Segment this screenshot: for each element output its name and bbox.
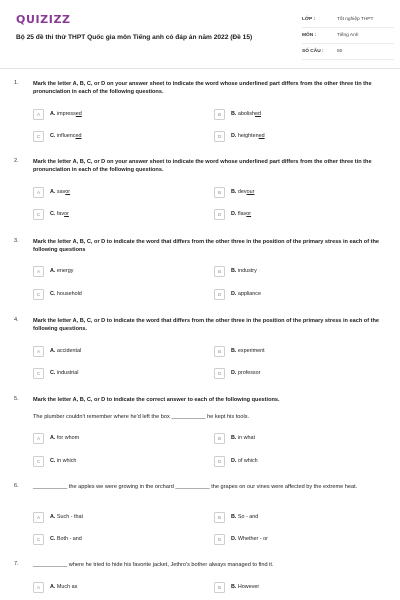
option-word: industry [237, 268, 257, 274]
option-letter: C. [50, 291, 56, 297]
option-a[interactable] [33, 433, 198, 445]
underlined-part: ed [75, 133, 82, 139]
option-b[interactable] [214, 187, 379, 199]
option-d[interactable] [214, 209, 379, 221]
question-number: 7. [14, 561, 19, 567]
meta-label: LỚP : [302, 17, 316, 22]
option-c[interactable] [33, 368, 198, 380]
option-b[interactable] [214, 266, 379, 278]
option-letter: B. [231, 514, 237, 520]
underlined-part: or [246, 211, 252, 217]
question-number: 4. [14, 317, 19, 323]
option-letter: A. [50, 435, 56, 441]
option-text [231, 111, 261, 117]
option-letter: B. [231, 584, 237, 590]
option-a[interactable] [33, 266, 198, 278]
option-letter: A. [50, 268, 56, 274]
option-text [231, 435, 255, 441]
option-letter: C. [50, 370, 56, 376]
question-number: 2. [14, 158, 19, 164]
meta-class [302, 12, 394, 28]
question-prompt: ___________ the apples we were growing in the orchard ___________ the grapes on our vines were affected by the extreme heat. [33, 484, 358, 490]
option-word: in what [237, 435, 255, 441]
option-letter: A. [50, 348, 56, 354]
option-box: C [33, 131, 44, 142]
option-b[interactable] [214, 512, 379, 524]
question-prompt: Mark the letter A, B, C, or D to indicate the correct answer to each of the following questions. [33, 397, 280, 403]
option-box: D [214, 456, 225, 467]
header-divider [0, 68, 400, 69]
option-letter: A. [50, 514, 56, 520]
option-box: B [214, 433, 225, 444]
option-word: abolish [237, 111, 255, 117]
option-word: fav [56, 211, 65, 217]
option-letter: D. [231, 211, 237, 217]
underlined-part: or [65, 189, 71, 195]
option-text [231, 514, 258, 520]
option-word: accidental [56, 348, 82, 354]
underlined-part: ed [255, 111, 261, 117]
underlined-part: our [246, 189, 255, 195]
option-text [50, 514, 83, 520]
question-prompt: Mark the letter A, B, C, or D on your answer sheet to indicate the word whose underlined part differs from the other three tin the pronunciation in each of the following questions. [33, 81, 372, 96]
option-word: flav [237, 211, 247, 217]
option-letter: A. [50, 111, 56, 117]
question-number: 6. [14, 483, 19, 489]
option-box: C [33, 209, 44, 220]
option-text [50, 133, 82, 139]
option-letter: D. [231, 458, 237, 464]
option-text [50, 291, 82, 297]
question-prompt: Mark the letter A, B, C, or D to indicate the word that differs from the other three in the position of the primary stress in each of the following questions. [33, 318, 380, 333]
meta-question-count [302, 44, 394, 60]
underlined-part: ed [75, 111, 82, 117]
option-word: So - and [237, 514, 259, 520]
option-word: However [237, 584, 260, 590]
question-prompt: ___________ where he tried to hide his favorite jacket, Jethro's bother always managed to find it. [33, 562, 274, 568]
option-d[interactable] [214, 368, 379, 380]
option-box: C [33, 456, 44, 467]
option-word: professor [237, 370, 261, 376]
option-word: of which [237, 458, 258, 464]
option-word: Much as [56, 584, 78, 590]
option-text [50, 435, 79, 441]
option-b[interactable] [214, 109, 379, 121]
option-letter: C. [50, 458, 56, 464]
option-word: sav [56, 189, 66, 195]
meta-subject [302, 28, 394, 44]
option-letter: D. [231, 291, 237, 297]
option-text [231, 268, 257, 274]
option-text [50, 111, 82, 117]
option-text [50, 584, 77, 590]
option-b[interactable] [214, 346, 379, 358]
option-a[interactable] [33, 582, 198, 594]
option-box: B [214, 109, 225, 120]
option-box: B [214, 582, 225, 593]
option-a[interactable] [33, 346, 198, 358]
option-d[interactable] [214, 456, 379, 468]
option-word: dev [237, 189, 247, 195]
option-box: B [214, 346, 225, 357]
option-word: for whom [56, 435, 80, 441]
option-text [231, 536, 268, 542]
meta-value: Tiếng Anh [337, 33, 359, 38]
option-text [231, 584, 259, 590]
option-text [50, 268, 73, 274]
option-a[interactable] [33, 109, 198, 121]
option-word: Whether - or [237, 536, 268, 542]
option-text [50, 189, 70, 195]
option-text [231, 291, 261, 297]
option-c[interactable] [33, 209, 198, 221]
meta-label: SỐ CÂU : [302, 49, 324, 54]
option-letter: B. [231, 189, 237, 195]
option-box: A [33, 582, 44, 593]
option-b[interactable] [214, 433, 379, 445]
meta-value: Tốt nghiệp THPT [337, 17, 374, 22]
option-a[interactable] [33, 187, 198, 199]
option-text [231, 189, 254, 195]
option-text [231, 458, 258, 464]
option-box: D [214, 368, 225, 379]
option-text [231, 348, 265, 354]
option-word: in which [56, 458, 77, 464]
option-word: influenc [56, 133, 76, 139]
option-box: A [33, 346, 44, 357]
option-box: A [33, 512, 44, 523]
option-word: industrial [56, 370, 79, 376]
option-letter: D. [231, 536, 237, 542]
option-word: energy [56, 268, 74, 274]
option-letter: B. [231, 435, 237, 441]
option-text [231, 370, 260, 376]
option-box: A [33, 266, 44, 277]
option-word: household [56, 291, 82, 297]
option-d[interactable] [214, 534, 379, 546]
worksheet-title: Bộ 25 đề thi thử THPT Quốc gia môn Tiếng anh có đáp án năm 2022 (Đề 15) [16, 34, 253, 41]
option-box: A [33, 433, 44, 444]
option-box: D [214, 534, 225, 545]
worksheet-header [0, 0, 400, 64]
option-box: A [33, 187, 44, 198]
option-box: B [214, 266, 225, 277]
option-box: C [33, 289, 44, 300]
option-c[interactable] [33, 131, 198, 143]
option-text [50, 458, 76, 464]
option-letter: B. [231, 268, 237, 274]
question-sentence: The plumber couldn't remember where he'd left the box ___________ he kept his tools. [33, 414, 250, 420]
option-letter: C. [50, 133, 56, 139]
meta-label: MÔN : [302, 33, 317, 38]
option-letter: C. [50, 536, 56, 542]
meta-value: 50 [337, 49, 343, 54]
option-text [231, 133, 265, 139]
option-word: Both - and [56, 536, 82, 542]
option-letter: A. [50, 584, 56, 590]
option-letter: C. [50, 211, 56, 217]
underlined-part: or [64, 211, 69, 217]
option-text [231, 211, 251, 217]
option-word: Such - that [56, 514, 83, 520]
question-number: 5. [14, 396, 19, 402]
question-prompt: Mark the letter A, B, C, or D on your answer sheet to indicate the word whose underlined part differs from the other three tin the pronunciation in each of the following questions. [33, 159, 372, 174]
option-box: C [33, 368, 44, 379]
option-box: C [33, 534, 44, 545]
question-number: 1. [14, 80, 19, 86]
option-a[interactable] [33, 512, 198, 524]
option-letter: A. [50, 189, 56, 195]
option-box: B [214, 512, 225, 523]
option-text [50, 211, 69, 217]
option-box: D [214, 131, 225, 142]
option-box: A [33, 109, 44, 120]
underlined-part: ed [258, 133, 265, 139]
option-box: D [214, 209, 225, 220]
quizizz-logo: QUIZIZZ [16, 13, 71, 26]
option-word: experiment [237, 348, 265, 354]
option-c[interactable] [33, 289, 198, 301]
option-text [50, 536, 82, 542]
option-d[interactable] [214, 131, 379, 143]
option-word: appliance [237, 291, 261, 297]
option-word: heighten [237, 133, 259, 139]
option-box: D [214, 289, 225, 300]
option-box: B [214, 187, 225, 198]
option-text [50, 370, 78, 376]
option-c[interactable] [33, 456, 198, 468]
option-letter: D. [231, 370, 237, 376]
option-c[interactable] [33, 534, 198, 546]
option-word: impress [56, 111, 76, 117]
option-letter: D. [231, 133, 237, 139]
question-prompt: Mark the letter A, B, C, or D to indicate the word that differs from the other three in the position of the primary stress in each of the following questions [33, 239, 380, 254]
option-d[interactable] [214, 289, 379, 301]
option-letter: B. [231, 348, 237, 354]
option-b[interactable] [214, 582, 379, 594]
question-number: 3. [14, 238, 19, 244]
option-text [50, 348, 81, 354]
option-letter: B. [231, 111, 237, 117]
